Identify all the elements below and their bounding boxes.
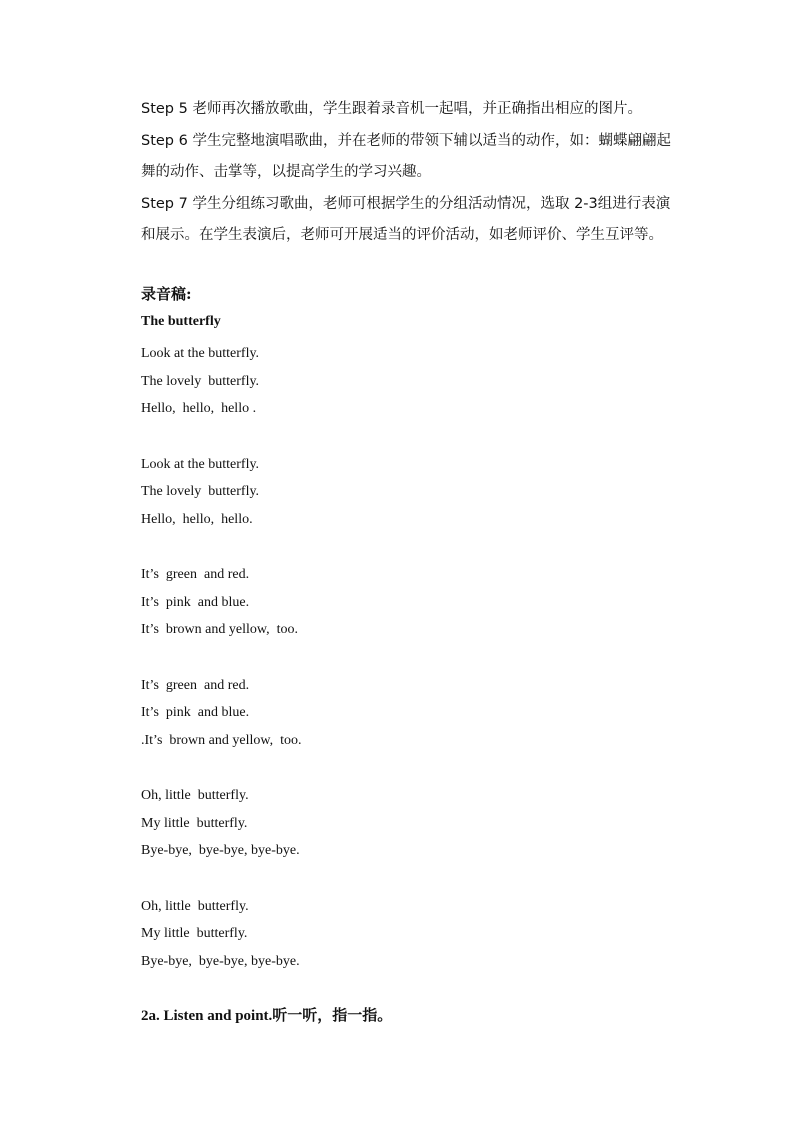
lyric-line: Bye-bye, bye-bye, bye-bye. bbox=[141, 953, 300, 969]
stanza-5 bbox=[141, 782, 541, 865]
stanza-3 bbox=[141, 561, 541, 644]
lyric-line: It’s brown and yellow, too. bbox=[141, 622, 298, 637]
step-6: Step 6 学生完整地演唱歌曲，并在老师的带领下辅以适当的动作，如：蝴蝶翩翩起舞的动作、击掌等，以提高学生的学习兴趣。 bbox=[141, 132, 671, 180]
section-title-2a: 2a. Listen and point.听一听，指一指。 bbox=[141, 1008, 393, 1024]
lyric-line: Bye-bye, bye-bye, bye-bye. bbox=[141, 843, 300, 858]
lyric-line: Oh, little butterfly. bbox=[141, 788, 249, 803]
lyric-line: Hello, hello, hello. bbox=[141, 511, 253, 527]
lyric-line: Look at the butterfly. bbox=[141, 456, 260, 472]
stanza-1 bbox=[141, 340, 541, 423]
lyric-line: It’s green and red. bbox=[141, 677, 250, 693]
lyric-line: It’s pink and blue. bbox=[141, 594, 250, 610]
lyric-line: Look at the butterfly. bbox=[141, 346, 260, 361]
song-lyrics bbox=[141, 340, 541, 1003]
lyric-line: The lovely butterfly. bbox=[141, 373, 260, 389]
lyric-line: Hello, hello, hello . bbox=[141, 401, 257, 416]
lyric-line: My little butterfly. bbox=[141, 815, 248, 831]
lyric-line: It’s pink and blue. bbox=[141, 705, 250, 720]
song-title: The butterfly bbox=[141, 314, 221, 329]
step-5: Step 5 老师再次播放歌曲，学生跟着录音机一起唱，并正确指出相应的图片。 bbox=[141, 101, 642, 117]
lyric-line: .It’s brown and yellow, too. bbox=[141, 732, 302, 748]
teaching-steps bbox=[141, 94, 681, 252]
lyric-line: My little butterfly. bbox=[141, 926, 248, 941]
lyric-line: Oh, little butterfly. bbox=[141, 898, 249, 914]
stanza-6 bbox=[141, 893, 541, 976]
step-7: Step 7 学生分组练习歌曲，老师可根据学生的分组活动情况，选取 2-3组进行表演和展示。在学生表演后，老师可开展适当的评价活动，如老师评价、学生互评等。 bbox=[141, 195, 671, 243]
stanza-4 bbox=[141, 672, 541, 755]
transcript-heading: 录音稿: bbox=[141, 285, 192, 303]
stanza-2 bbox=[141, 451, 541, 534]
lyric-line: It’s green and red. bbox=[141, 567, 250, 582]
lyric-line: The lovely butterfly. bbox=[141, 484, 260, 499]
